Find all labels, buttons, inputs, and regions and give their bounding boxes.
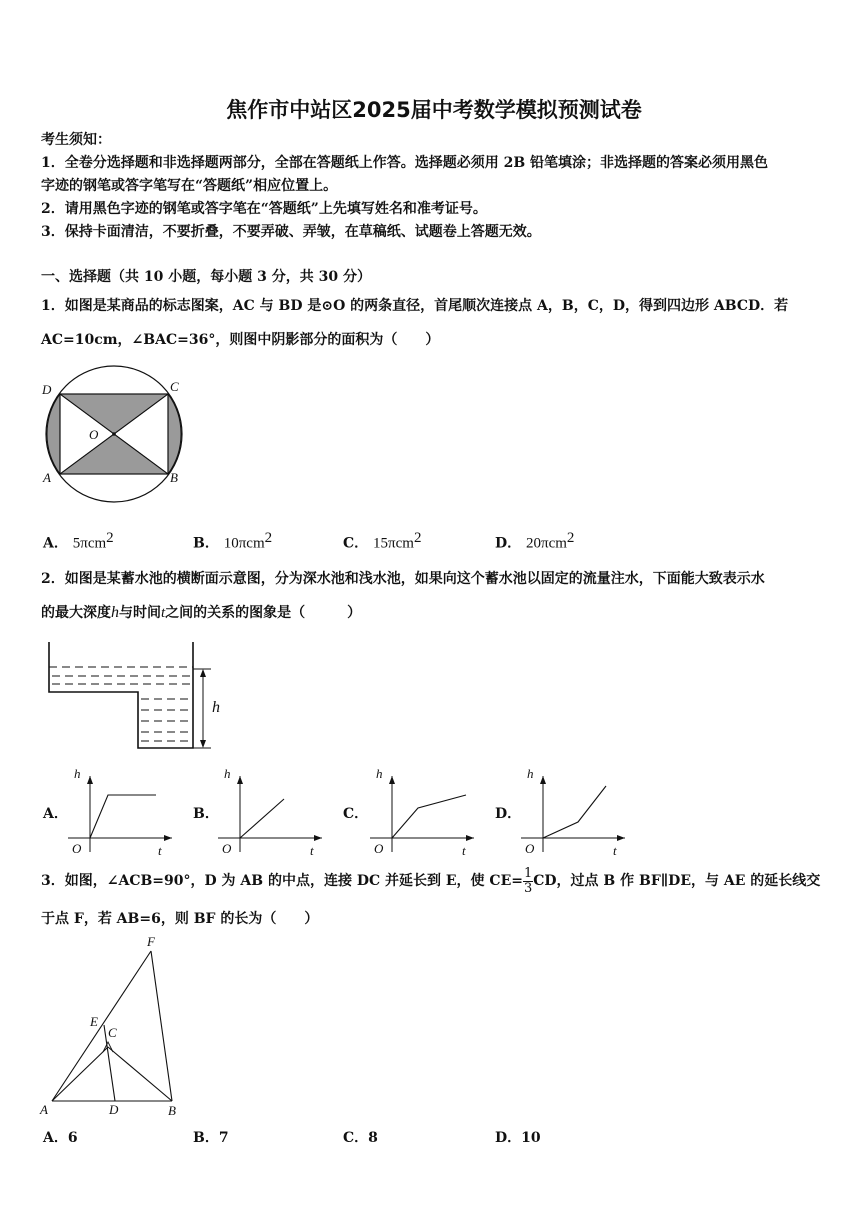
svg-text:t: t [310,843,314,858]
q2-stem-line-2: 的最大深度h与时间t之间的关系的图象是（ ） [41,604,362,621]
label-f: F [147,934,155,949]
label-a: A [43,470,51,485]
label-o: O [89,427,99,442]
svg-text:O: O [72,841,82,856]
q1-option-a[interactable]: A． 5πcm$^2$ [43,530,114,552]
q2-option-d[interactable]: D． [495,806,522,822]
segment-af [52,951,151,1101]
q3-option-b[interactable]: B．7 [193,1130,229,1146]
svg-text:h: h [376,766,383,781]
notice-item-1-line-2: 字迹的钢笔或答字笔写在“答题纸”相应位置上。 [41,178,338,194]
label-e: E [90,1014,98,1029]
svg-text:t: t [613,843,617,858]
q2-option-a[interactable]: A． [43,806,68,822]
q2-option-b[interactable]: B． [193,806,219,822]
notice-item-2: 2．请用黑色字迹的钢笔或答字笔在“答题纸”上先填写姓名和准考证号。 [41,201,487,217]
q1-option-c[interactable]: C． 15πcm$^2$ [343,530,422,552]
svg-text:O: O [222,841,232,856]
svg-text:O: O [525,841,535,856]
notice-item-1-line-1: 1．全卷分选择题和非选择题两部分，全部在答题纸上作答。选择题必须用 2B 铅笔填涂；非选择题的答案必须用黑色 [41,155,769,171]
segment-ac [52,1047,108,1101]
page-title: 焦作市中站区2025届中考数学模拟预测试卷 [226,98,642,122]
q3-option-a[interactable]: A．6 [43,1130,78,1146]
segment-bf [151,951,172,1101]
svg-text:t: t [158,843,162,858]
q1-stem-line-1: 1．如图是某商品的标志图案，AC 与 BD 是⊙O 的两条直径，首尾顺次连接点 A，B，C，D，得到四边形 ABCD．若 [41,298,789,314]
svg-text:h: h [74,766,81,781]
depth-label-h: h [212,699,220,716]
q1-stem-line-2: AC=10cm，∠BAC=36°，则图中阴影部分的面积为（ ） [41,332,440,348]
notice-heading: 考生须知： [41,132,111,148]
q1-option-d[interactable]: D． 20πcm$^2$ [495,530,575,552]
q3-option-d[interactable]: D．10 [495,1130,541,1146]
label-b: B [170,470,178,485]
section-heading: 一、选择题（共 10 小题，每小题 3 分，共 30 分） [41,269,371,285]
label-b: B [168,1103,176,1118]
q2-option-c[interactable]: C． [343,806,369,822]
notice-item-3: 3．保持卡面清洁，不要折叠，不要弄破、弄皱，在草稿纸、试题卷上答题无效。 [41,224,541,240]
label-a: A [40,1102,48,1117]
svg-text:h: h [527,766,534,781]
q3-stem-line-1: 3．如图，∠ACB=90°，D 为 AB 的中点，连接 DC 并延长到 E，使 CE= $\frac{1}{3}$ CD，过点 B 作 BF∥DE，与 AE 的延长线交 [41,865,821,896]
label-d: D [42,382,52,397]
label-d: D [109,1102,119,1117]
segment-bc [108,1047,172,1101]
label-c: C [108,1025,117,1040]
q3-option-c[interactable]: C．8 [343,1130,378,1146]
q3-stem-line-2: 于点 F，若 AB=6，则 BF 的长为（ ） [41,911,319,927]
svg-text:h: h [224,766,231,781]
svg-text:O: O [374,841,384,856]
q2-stem-line-1: 2．如图是某蓄水池的横断面示意图，分为深水池和浅水池，如果向这个蓄水池以固定的流量注水，下面能大致表示水 [41,571,765,587]
q1-option-b[interactable]: B． 10πcm$^2$ [193,530,273,552]
q3-fraction: $\frac{1}{3}$ [523,865,533,896]
svg-text:t: t [462,843,466,858]
label-c: C [170,379,179,394]
